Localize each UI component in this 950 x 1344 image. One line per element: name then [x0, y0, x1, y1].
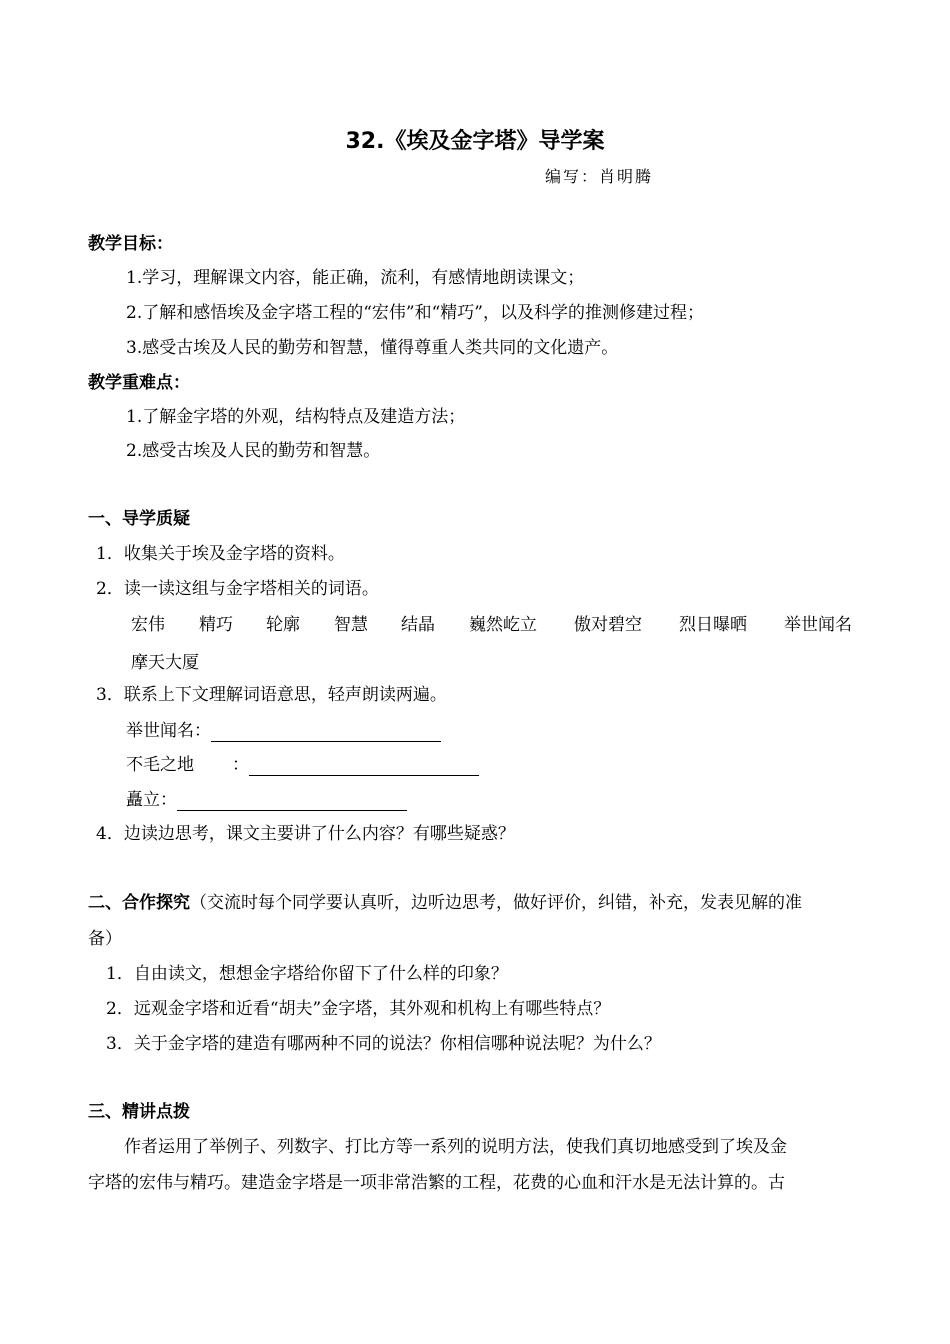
vocab-word: 巍然屹立 [469, 615, 537, 635]
objective-item: 1.学习，理解课文内容，能正确，流利，有感情地朗读课文； [126, 268, 585, 288]
section1-item: 4．边读边思考，课文主要讲了什么内容？有哪些疑惑？ [96, 824, 515, 844]
key-point-item: 2.感受古埃及人民的勤劳和智慧。 [126, 441, 381, 461]
vocab-word: 举世闻名 [784, 615, 852, 635]
objective-item: 3.感受古埃及人民的勤劳和智慧，懂得尊重人类共同的文化遗产。 [126, 338, 619, 358]
vocab-word: 宏伟 [131, 615, 165, 635]
vocab-word: 智慧 [334, 615, 368, 635]
vocab-word: 精巧 [199, 615, 233, 635]
section1-heading: 一、导学质疑 [88, 509, 190, 529]
vocab-word: 轮廓 [266, 615, 300, 635]
section2-note-cont: 备） [88, 929, 122, 949]
section3-paragraph: 字塔的宏伟与精巧。建造金字塔是一项非常浩繁的工程，花费的心血和汗水是无法计算的。古 [88, 1173, 785, 1193]
section2-item: 3．关于金字塔的建造有哪两种不同的说法？你相信哪种说法呢？为什么？ [106, 1034, 661, 1054]
section2-heading: 二、合作探究 [88, 893, 190, 913]
author-line: 编写：肖明腾 [545, 167, 654, 186]
definition-row [126, 754, 479, 776]
key-point-item: 1.了解金字塔的外观，结构特点及建造方法； [126, 407, 466, 427]
section3-paragraph: 作者运用了举例子、列数字、打比方等一系列的说明方法，使我们真切地感受到了埃及金 [124, 1137, 787, 1157]
section1-item: 2．读一读这组与金字塔相关的词语。 [96, 579, 379, 599]
definition-row [126, 720, 441, 742]
definition-label: 举世闻名： [126, 721, 211, 741]
section1-item: 3．联系上下文理解词语意思，轻声朗读两遍。 [96, 685, 447, 705]
section2-item: 2．远观金字塔和近看“胡夫”金字塔，其外观和机构上有哪些特点？ [106, 999, 611, 1019]
section2-note: （交流时每个同学要认真听，边听边思考，做好评价，纠错，补充，发表见解的准 [190, 893, 802, 913]
vocab-word: 摩天大厦 [131, 653, 199, 673]
answer-blank[interactable] [177, 794, 407, 811]
vocab-word: 烈日曝晒 [679, 615, 747, 635]
answer-blank[interactable] [211, 725, 441, 742]
section1-item: 1．收集关于埃及金字塔的资料。 [96, 544, 345, 564]
objective-item: 2.了解和感悟埃及金字塔工程的“宏伟”和“精巧”，以及科学的推测修建过程； [126, 303, 704, 323]
definition-label: 不毛之地 [126, 755, 194, 775]
page-title: 32.《埃及金字塔》导学案 [345, 129, 605, 154]
key-points-heading: 教学重难点： [88, 373, 190, 393]
section2-heading-row [88, 892, 802, 914]
section3-heading: 三、精讲点拨 [88, 1102, 190, 1122]
definition-colon: ： [232, 755, 249, 775]
definition-row [126, 789, 407, 811]
objectives-heading: 教学目标： [88, 234, 173, 254]
section2-item: 1．自由读文，想想金字塔给你留下了什么样的印象？ [106, 964, 508, 984]
vocab-word: 傲对碧空 [574, 615, 642, 635]
definition-label: 矗立： [126, 790, 177, 810]
vocab-word: 结晶 [401, 615, 435, 635]
answer-blank[interactable] [249, 759, 479, 776]
